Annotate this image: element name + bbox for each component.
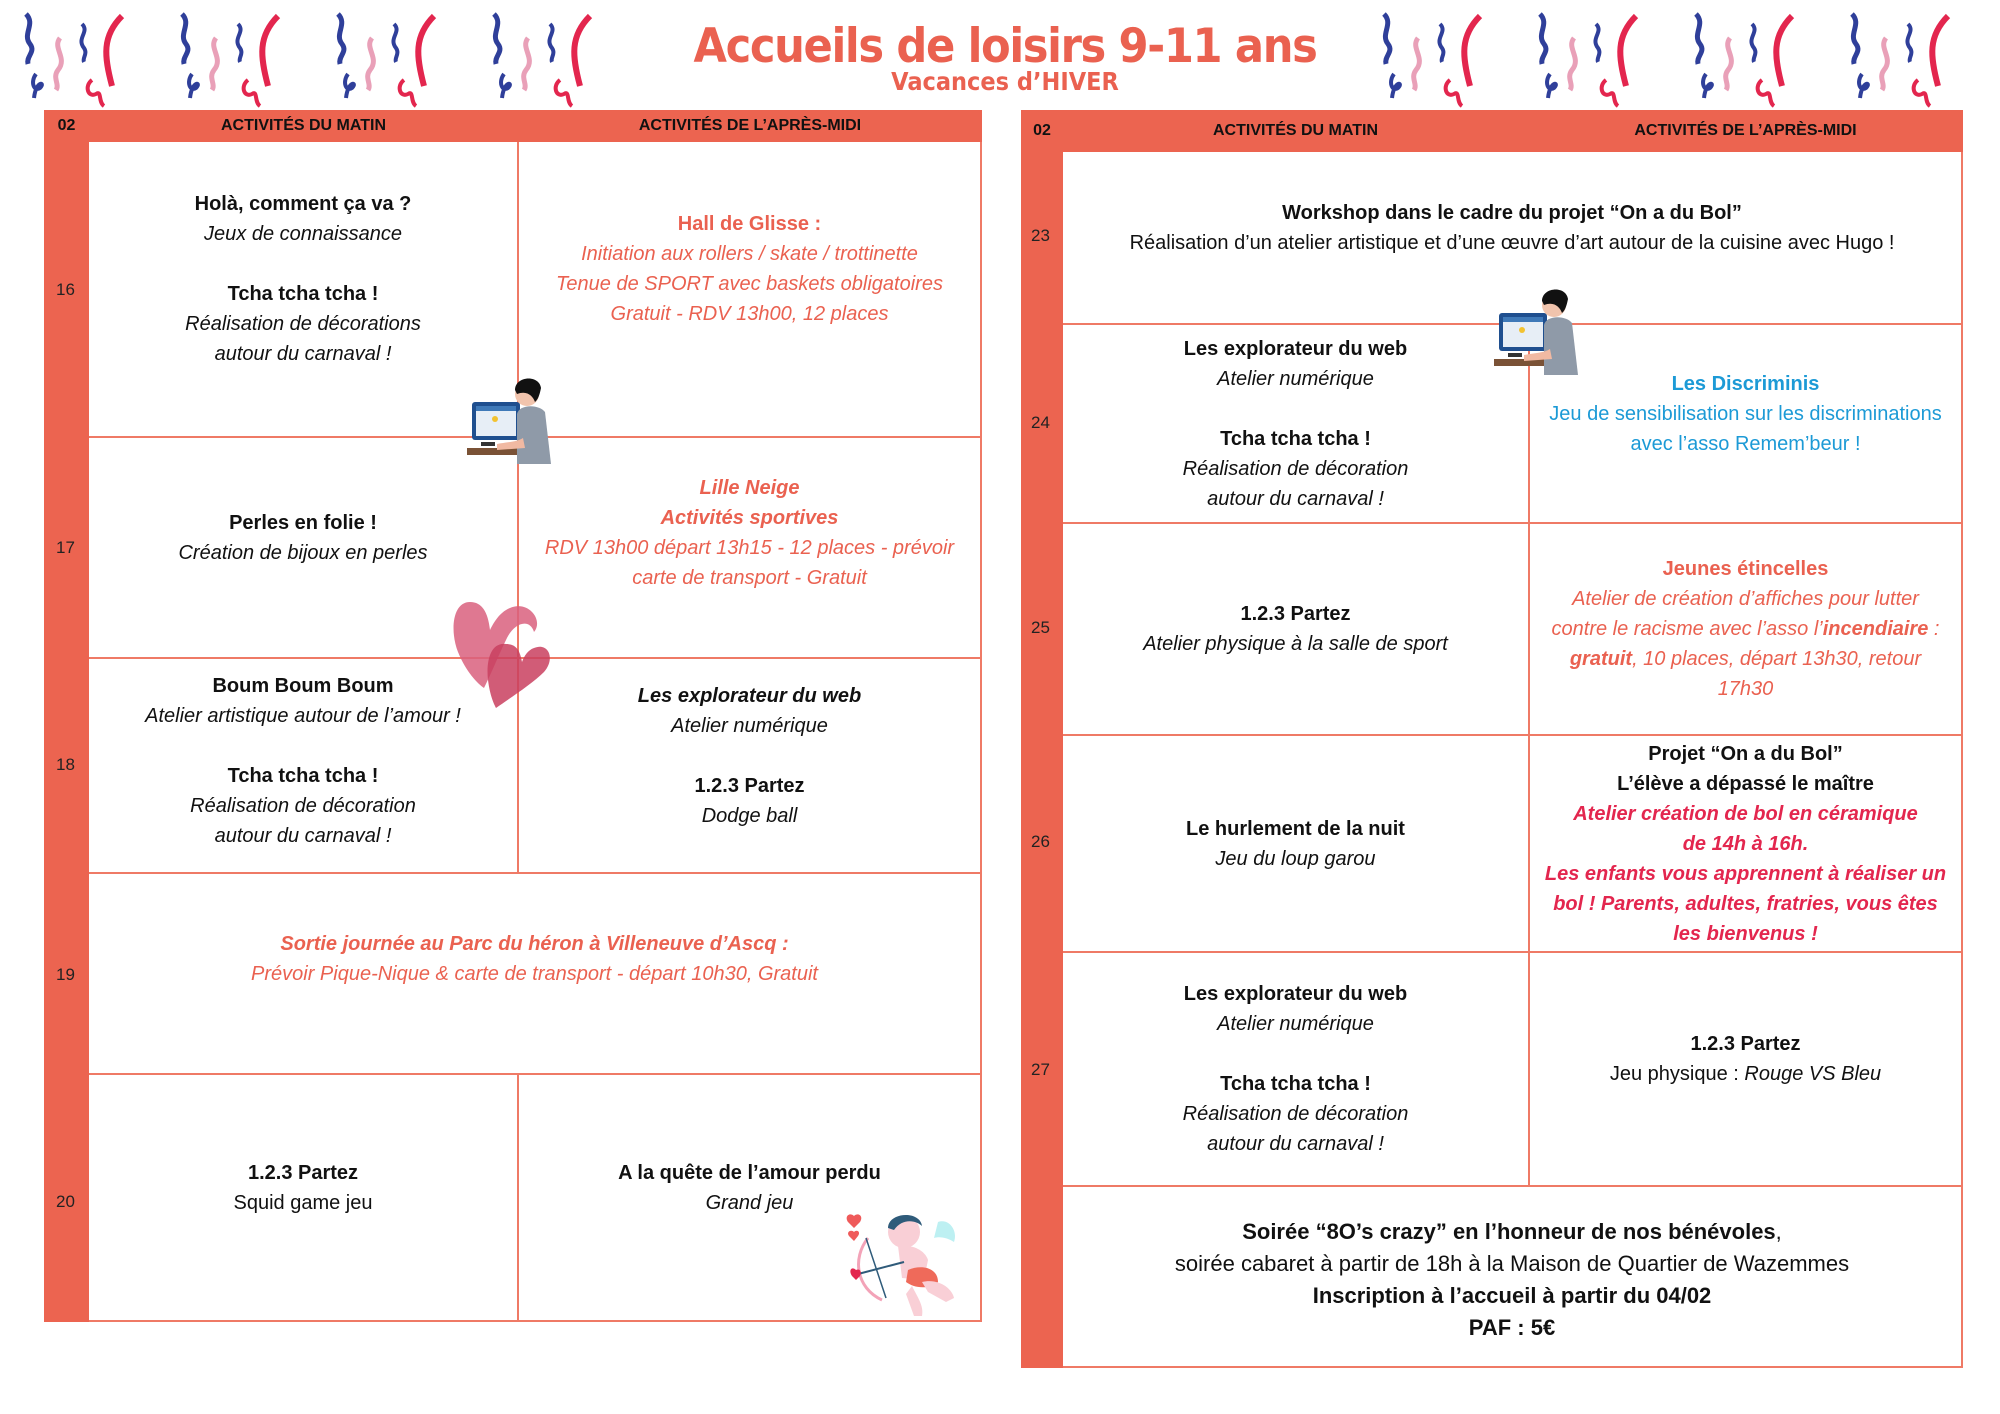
activity-title: A la quête de l’amour perdu [618, 1161, 881, 1184]
column-header-morning: ACTIVITÉS DU MATIN [220, 117, 387, 134]
activity-title: 1.2.3 Partez [1690, 1033, 1801, 1055]
streamer-icon [1682, 6, 1838, 110]
activity-cell-afternoon [1530, 736, 1961, 951]
text-run: : [1928, 618, 1940, 640]
person-at-computer-icon [467, 372, 561, 464]
activity-cell-afternoon [519, 659, 980, 872]
activity-description [1610, 1059, 1881, 1089]
activity-cell-morning [1063, 736, 1528, 951]
activity-cell-afternoon [1530, 325, 1961, 522]
streamer-icon [1838, 6, 1994, 110]
activity-description: autour du carnaval ! [1207, 1133, 1384, 1155]
event-cell [1063, 1187, 1961, 1366]
activity-description: Réalisation de décorations [185, 313, 421, 335]
month-label: 02 [57, 117, 76, 134]
activity-title: Tcha tcha tcha ! [227, 764, 379, 787]
activity-description: Dodge ball [701, 804, 798, 827]
activity-subtitle: Activités sportives [660, 506, 839, 529]
activity-title: Boum Boum Boum [212, 674, 394, 697]
activity-cell-full-day [89, 874, 980, 1073]
text-run: , 10 places, départ 13h30, retour [1632, 648, 1922, 670]
activity-description: Réalisation d’un atelier artistique et d’une œuvre d’art autour de la cuisine avec Hugo ! [1129, 231, 1895, 254]
activity-title: 1.2.3 Partez [1240, 603, 1351, 625]
column-header-afternoon: ACTIVITÉS DE L’APRÈS-MIDI [638, 117, 862, 134]
grid-line [89, 1320, 982, 1322]
activity-title: Lille Neige [699, 476, 800, 499]
text-run-italic: Rouge VS Bleu [1744, 1063, 1882, 1085]
activity-description: Les enfants vous apprennent à réaliser un [1544, 862, 1947, 885]
activity-description: Jeux de connaissance [204, 223, 402, 245]
right-schedule-table [1021, 110, 1963, 1368]
confetti-streamers-left [12, 6, 636, 110]
day-label: 26 [1031, 832, 1050, 851]
streamer-icon [1370, 6, 1526, 110]
activity-description: Jeu de sensibilisation sur les discriminations [1549, 402, 1942, 425]
event-registration: Inscription à l’accueil à partir du 04/02 [1312, 1282, 1712, 1308]
cupid-icon [842, 1208, 972, 1318]
activity-description: Atelier numérique [671, 714, 828, 737]
activity-description: autour du carnaval ! [214, 824, 392, 847]
activity-title: Workshop dans le cadre du projet “On a du Bol” [1282, 201, 1742, 224]
activity-description: Squid game jeu [233, 1191, 373, 1214]
activity-title: Les explorateur du web [637, 684, 862, 707]
activity-description: autour du carnaval ! [214, 343, 392, 365]
activity-title: 1.2.3 Partez [247, 1161, 359, 1184]
month-label: 02 [1033, 122, 1051, 139]
activity-title: Perles en folie ! [229, 511, 377, 534]
day-label: 24 [1031, 413, 1050, 432]
activity-description: Atelier physique à la salle de sport [1143, 633, 1448, 655]
activity-description: Réalisation de décoration [1182, 1103, 1409, 1125]
activity-description: les bienvenus ! [1673, 922, 1818, 945]
day-label: 18 [56, 755, 75, 774]
confetti-streamers-right [1370, 6, 1994, 110]
day-label: 25 [1031, 618, 1050, 637]
day-label: 27 [1031, 1060, 1050, 1079]
table-header [44, 110, 982, 142]
date-column [44, 142, 89, 1322]
activity-subtitle: L’élève a dépassé le maître [1617, 772, 1874, 795]
activity-cell-afternoon [519, 142, 980, 436]
activity-title: 1.2.3 Partez [694, 774, 805, 797]
activity-description [1570, 644, 1921, 674]
day-label: 23 [1031, 226, 1050, 245]
date-column [1021, 152, 1063, 1368]
grid-line [1063, 1366, 1963, 1368]
activity-description: Atelier de création d’affiches pour lutter [1572, 588, 1919, 610]
activity-description: Jeu du loup garou [1215, 847, 1376, 870]
activity-title: Tcha tcha tcha ! [227, 283, 379, 305]
activity-cell-afternoon [1530, 524, 1961, 734]
page-subtitle: Vacances d’HIVER [891, 67, 1119, 97]
activity-title: Les explorateur du web [1183, 983, 1408, 1005]
activity-title: Sortie journée au Parc du héron à Villeneuve d’Ascq : [280, 932, 789, 955]
text-run: contre le racisme avec l’asso l’ [1551, 618, 1823, 640]
activity-description: Grand jeu [705, 1191, 794, 1214]
table-header [1021, 110, 1963, 152]
activity-description: carte de transport - Gratuit [632, 566, 867, 589]
activity-description: Tenue de SPORT avec baskets obligatoires [556, 273, 943, 295]
streamer-icon [480, 6, 636, 110]
streamer-icon [1526, 6, 1682, 110]
event-title [1242, 1216, 1782, 1248]
activity-cell-morning [1063, 953, 1528, 1185]
streamer-icon [324, 6, 480, 110]
activity-description: Atelier création de bol en céramique [1573, 802, 1918, 825]
activity-description: Atelier artistique autour de l’amour ! [145, 704, 461, 727]
person-at-computer-icon [1494, 283, 1588, 375]
day-label: 17 [56, 538, 75, 557]
activity-description: Gratuit - RDV 13h00, 12 places [610, 303, 889, 325]
activity-title: Jeunes étincelles [1662, 558, 1829, 580]
activity-title: Hall de Glisse : [677, 213, 822, 235]
page-title: Accueils de loisirs 9-11 ans [693, 19, 1317, 74]
activity-cell-morning [89, 1075, 517, 1320]
activity-title: Holà, comment ça va ? [194, 193, 412, 215]
text-run: , [1775, 1218, 1782, 1244]
text-run-bold: Soirée “8O’s crazy” en l’honneur de nos bénévoles [1242, 1218, 1776, 1244]
event-price: PAF : 5€ [1468, 1314, 1556, 1340]
activity-description: Atelier numérique [1217, 1013, 1374, 1035]
activity-description: 17h30 [1717, 678, 1774, 700]
activity-title: Tcha tcha tcha ! [1220, 1073, 1371, 1095]
activity-title: Projet “On a du Bol” [1648, 742, 1843, 765]
activity-description: Initiation aux rollers / skate / trottinette [581, 243, 918, 265]
activity-description: RDV 13h00 départ 13h15 - 12 places - prévoir [544, 536, 955, 559]
day-label: 20 [56, 1192, 75, 1211]
activity-description: autour du carnaval ! [1207, 487, 1384, 510]
activity-cell-morning [89, 142, 517, 436]
day-label: 16 [56, 280, 75, 299]
streamer-icon [168, 6, 324, 110]
left-schedule-table [44, 110, 982, 1322]
activity-cell-afternoon [519, 438, 980, 657]
activity-description: avec l’asso Remem’beur ! [1630, 432, 1861, 455]
column-header-morning: ACTIVITÉS DU MATIN [1212, 122, 1379, 139]
activity-description: Création de bijoux en perles [178, 541, 428, 564]
page-header [640, 19, 1370, 97]
activity-description: Atelier numérique [1217, 367, 1374, 390]
streamer-icon [12, 6, 168, 110]
grid-line [980, 142, 982, 1322]
activity-title: Le hurlement de la nuit [1186, 817, 1405, 840]
activity-description: Réalisation de décoration [190, 794, 416, 817]
activity-description: Réalisation de décoration [1182, 457, 1409, 480]
activity-cell-afternoon [1530, 953, 1961, 1185]
column-header-afternoon: ACTIVITÉS DE L’APRÈS-MIDI [1634, 122, 1857, 139]
activity-cell-morning [1063, 325, 1528, 522]
text-run-bold: gratuit [1569, 648, 1633, 670]
activity-title: Les explorateur du web [1183, 337, 1408, 360]
activity-description [1552, 614, 1940, 644]
activity-title: Tcha tcha tcha ! [1220, 427, 1371, 450]
watercolor-hearts-icon [448, 592, 558, 712]
activity-description: bol ! Parents, adultes, fratries, vous êtes [1553, 892, 1938, 915]
event-description: soirée cabaret à partir de 18h à la Maison de Quartier de Wazemmes [1174, 1250, 1850, 1276]
activity-cell-morning [1063, 524, 1528, 734]
day-label: 19 [56, 965, 75, 984]
text-run: Jeu physique : [1609, 1063, 1745, 1085]
activity-title: Les Discriminis [1671, 372, 1820, 395]
activity-description: de 14h à 16h. [1682, 832, 1809, 855]
activity-description: Prévoir Pique-Nique & carte de transport - départ 10h30, Gratuit [251, 962, 818, 985]
text-run-bold: incendiaire [1822, 618, 1929, 640]
